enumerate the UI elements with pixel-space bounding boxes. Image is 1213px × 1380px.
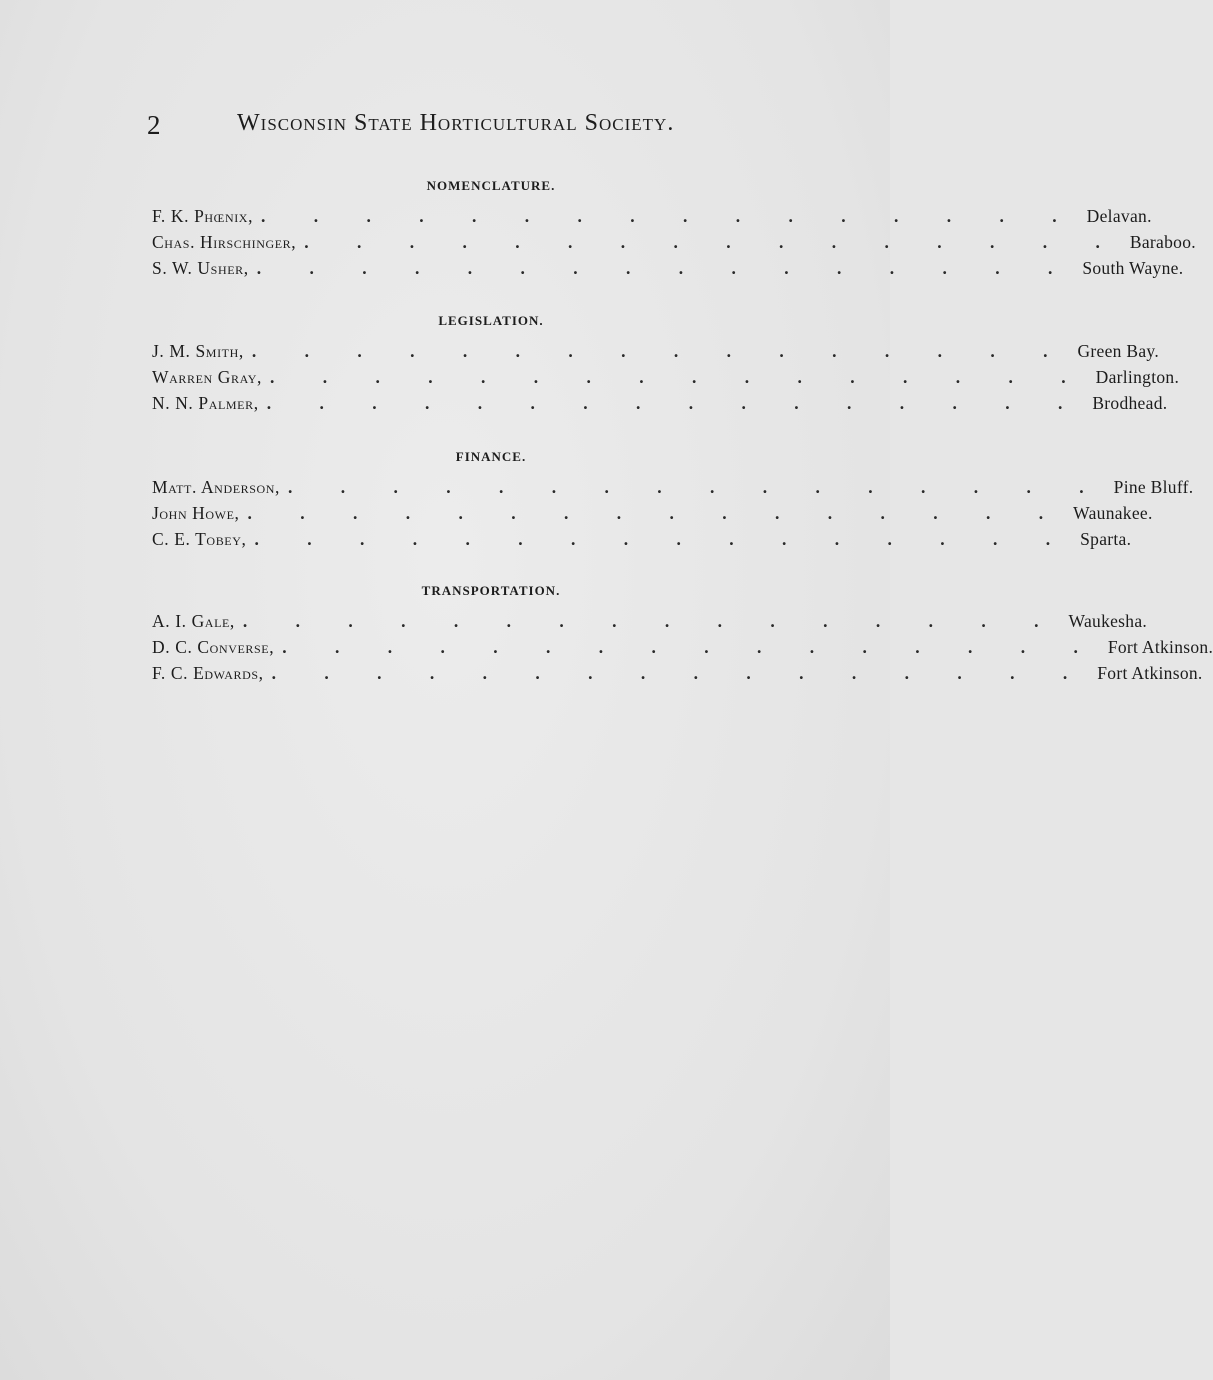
member-name: F. C. Edwards, xyxy=(152,663,264,683)
member-name: J. M. Smith, xyxy=(152,341,244,361)
member-place: Pine Bluff. xyxy=(1113,477,1194,497)
dot-leader: . . . . . . . . . . . . . . . . xyxy=(288,477,1106,497)
dot-leader: . . . . . . . . . . . . . . . . xyxy=(270,367,1088,387)
member-place: South Wayne. xyxy=(1082,258,1184,278)
dot-leader: . . . . . . . . . . . . . . . . xyxy=(282,637,1100,657)
member-name: D. C. Converse, xyxy=(152,637,275,657)
committee-finance xyxy=(152,449,1194,555)
member-row xyxy=(152,232,1196,258)
member-name: S. W. Usher, xyxy=(152,258,249,278)
member-row xyxy=(152,503,1153,529)
member-name: F. K. Phœnix, xyxy=(152,206,254,226)
member-name: John Howe, xyxy=(152,503,240,523)
dot-leader: . . . . . . . . . . . . . . . . xyxy=(254,529,1073,549)
running-head xyxy=(145,108,745,142)
dot-leader: . . . . . . . . . . . . . . . . xyxy=(304,232,1122,252)
page-number: 2 xyxy=(147,110,161,140)
member-row xyxy=(152,663,1203,689)
member-place: Waunakee. xyxy=(1073,503,1153,523)
member-place: Baraboo. xyxy=(1129,232,1196,252)
member-name: N. N. Palmer, xyxy=(152,393,259,413)
member-row xyxy=(152,611,1148,637)
dot-leader: . . . . . . . . . . . . . . . . xyxy=(251,341,1070,361)
member-row xyxy=(152,637,1213,663)
dot-leader: . . . . . . . . . . . . . . . . xyxy=(247,503,1066,523)
member-row xyxy=(152,206,1152,232)
member-place: Fort Atkinson. xyxy=(1107,637,1213,657)
member-name: Matt. Anderson, xyxy=(152,477,281,497)
dot-leader: . . . . . . . . . . . . . . . . xyxy=(256,258,1075,278)
committee-legislation xyxy=(152,313,1180,419)
committee-nomenclature xyxy=(152,178,1196,284)
dot-leader: . . . . . . . . . . . . . . . . xyxy=(261,206,1079,226)
member-row xyxy=(152,341,1160,367)
dot-leader: . . . . . . . . . . . . . . . . xyxy=(271,663,1090,683)
member-place: Sparta. xyxy=(1080,529,1132,549)
member-row xyxy=(152,258,1184,284)
running-title: Wisconsin State Horticultural Society. xyxy=(237,110,675,136)
committee-heading: LEGISLATION. xyxy=(438,313,544,328)
dot-leader: . . . . . . . . . . . . . . . . xyxy=(242,611,1061,631)
committee-heading: FINANCE. xyxy=(455,449,527,464)
member-place: Brodhead. xyxy=(1092,393,1168,413)
committee-heading: NOMENCLATURE. xyxy=(426,178,556,193)
member-place: Darlington. xyxy=(1095,367,1180,387)
committee-heading: TRANSPORTATION. xyxy=(421,583,561,598)
member-row xyxy=(152,529,1132,555)
member-name: A. I. Gale, xyxy=(152,611,235,631)
member-row xyxy=(152,367,1180,393)
committee-transportation xyxy=(152,583,1213,689)
member-place: Delavan. xyxy=(1086,206,1152,226)
member-name: C. E. Tobey, xyxy=(152,529,247,549)
member-place: Waukesha. xyxy=(1068,611,1148,631)
member-name: Warren Gray, xyxy=(152,367,263,387)
member-name: Chas. Hirschinger, xyxy=(152,232,297,252)
dot-leader: . . . . . . . . . . . . . . . . xyxy=(266,393,1085,413)
member-row xyxy=(152,393,1168,419)
member-place: Fort Atkinson. xyxy=(1097,663,1203,683)
member-row xyxy=(152,477,1194,503)
member-place: Green Bay. xyxy=(1077,341,1160,361)
